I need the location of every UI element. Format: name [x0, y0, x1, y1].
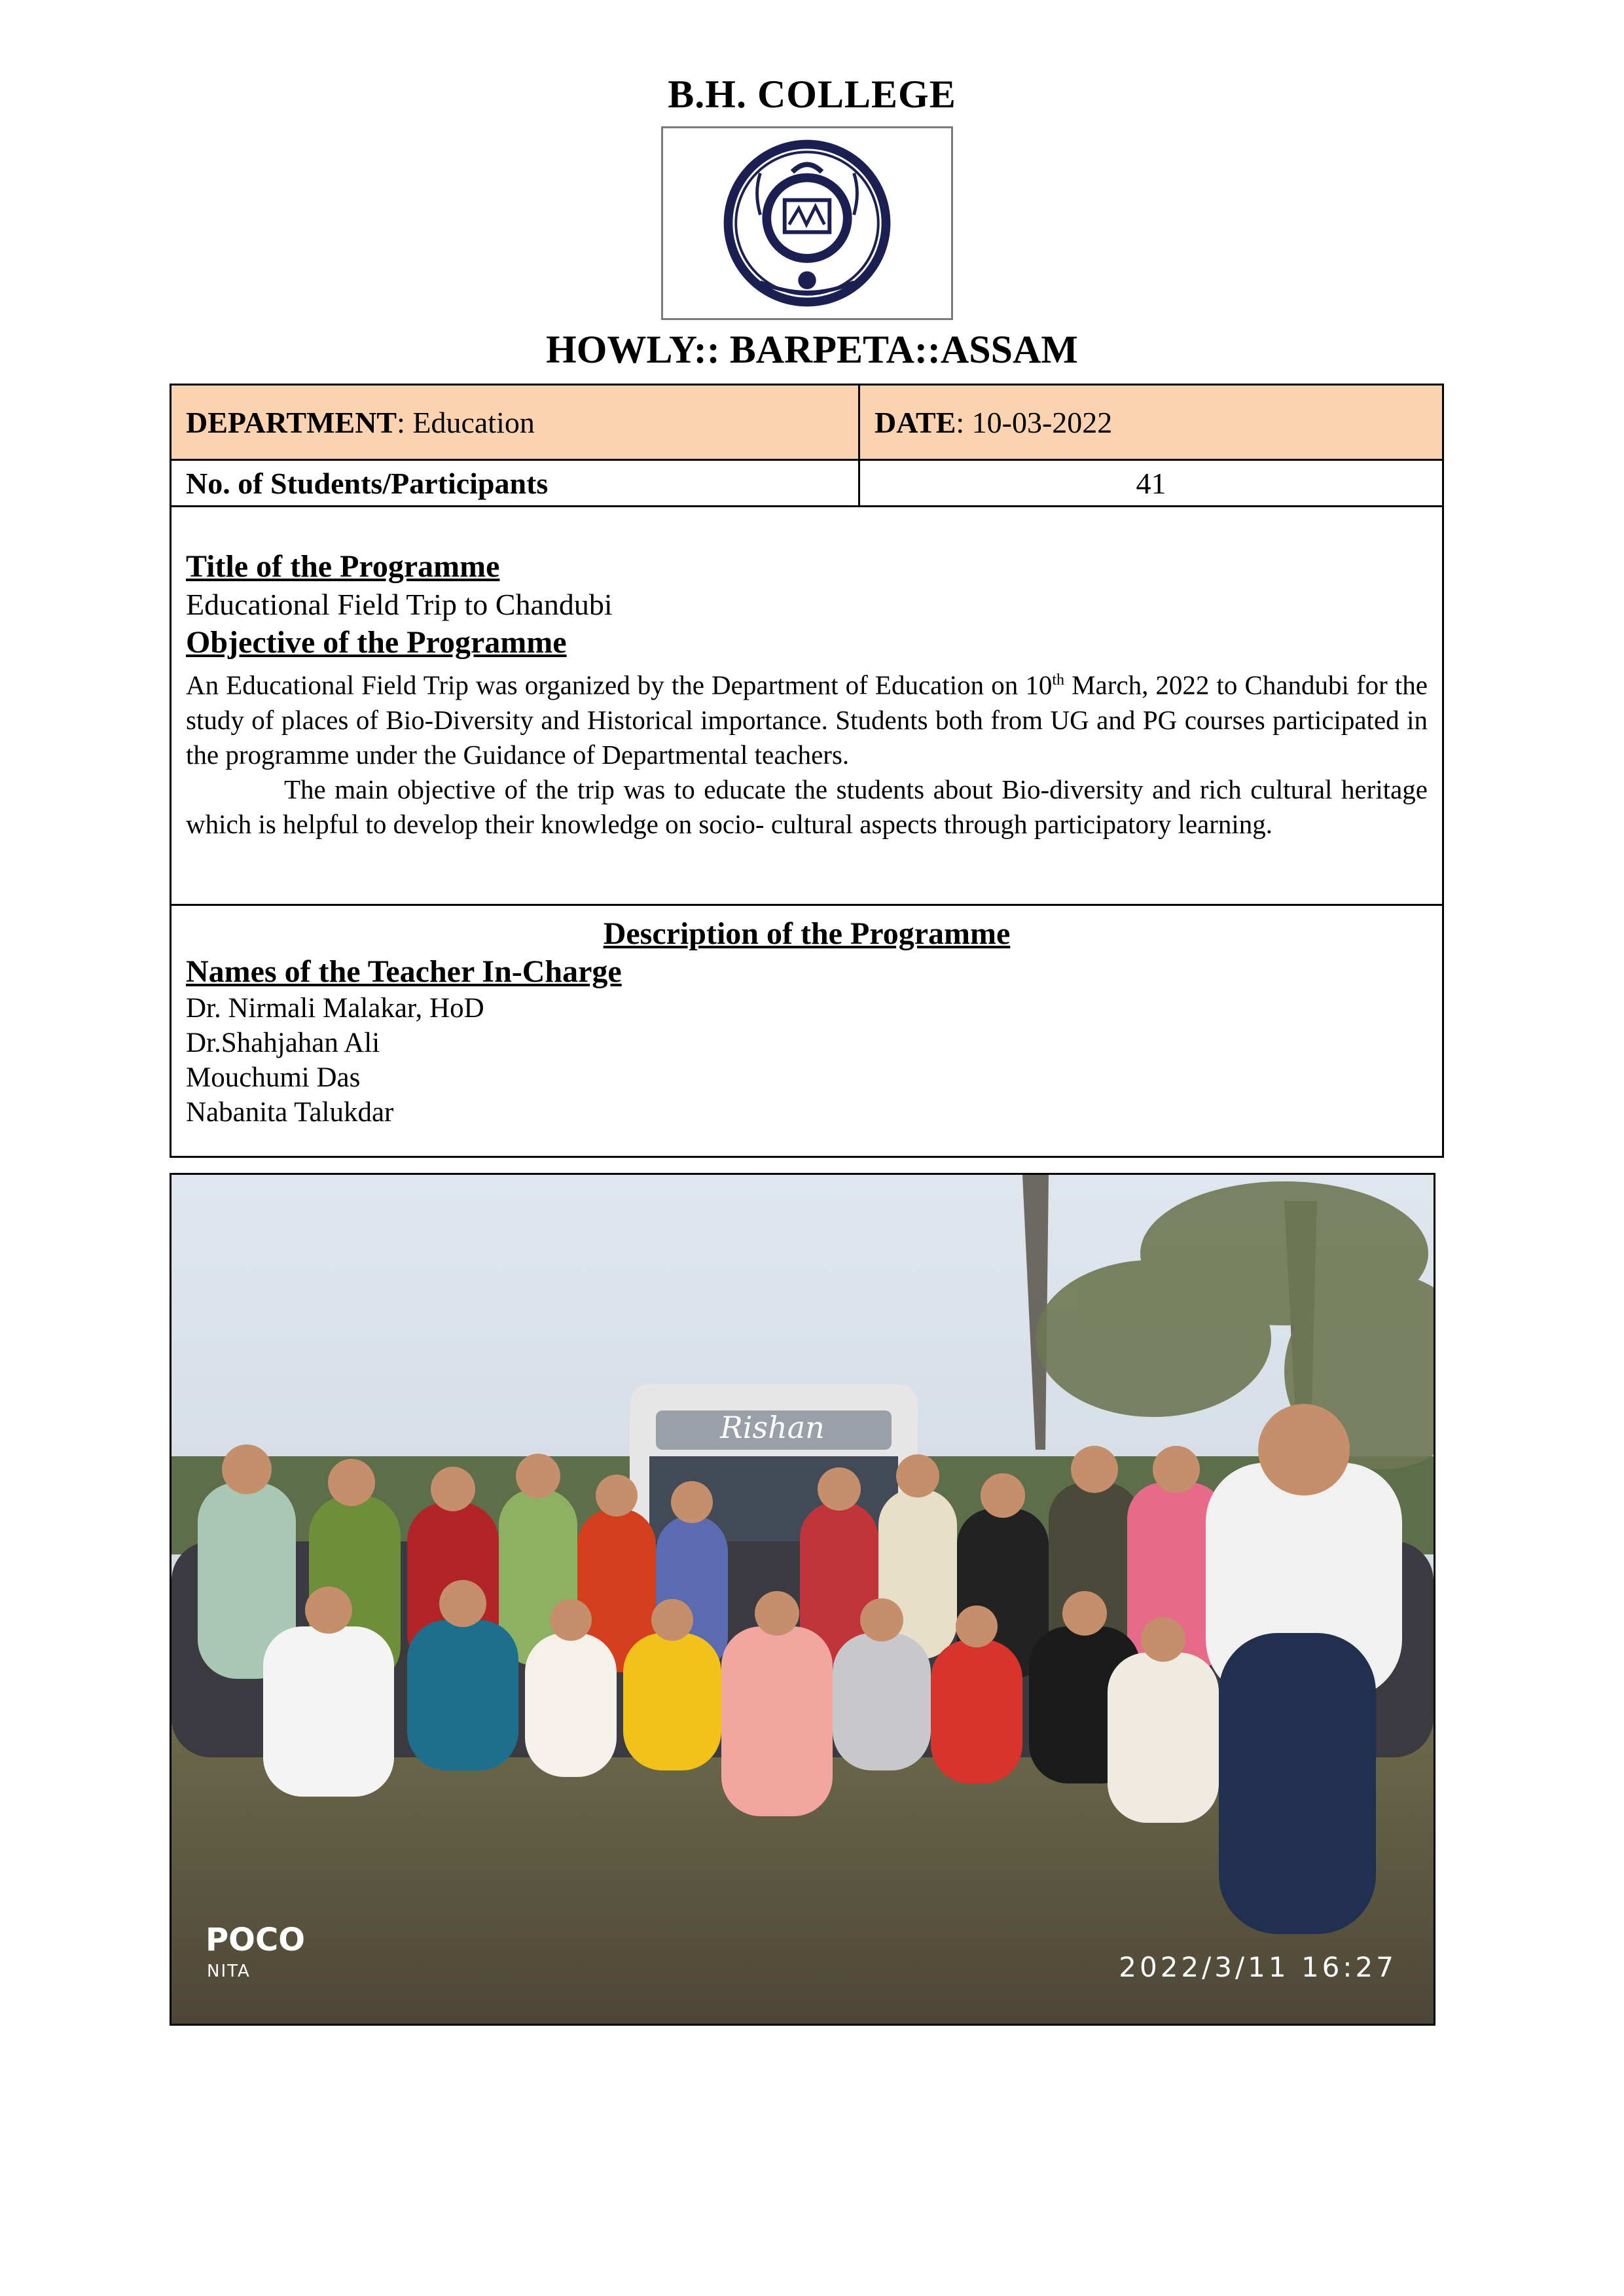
- programme-info-table: [170, 384, 1444, 507]
- participants-row: [171, 460, 1443, 507]
- objective-paragraph-1: An Educational Field Trip was organized by the Department of Education on 10th March, 2022 to Chandubi for the study of places of Bio-Diversity and Historical importance. Students both from UG and PG courses participated in the programme under the Guidance of Departmental teachers.: [186, 670, 1428, 770]
- teacher-name: Mouchumi Das: [186, 1062, 361, 1093]
- college-seal-icon: [663, 128, 951, 318]
- college-logo: [661, 126, 953, 320]
- participants-label: No. of Students/Participants: [171, 460, 859, 507]
- title-heading: Title of the Programme: [186, 549, 500, 584]
- participants-count: 41: [859, 460, 1443, 507]
- date-cell: [859, 385, 1443, 460]
- description-section: [170, 904, 1444, 1158]
- teacher-name: Dr.Shahjahan Ali: [186, 1028, 380, 1058]
- objective-heading: Objective of the Programme: [186, 625, 567, 660]
- department-value: : Education: [397, 405, 535, 439]
- info-header-row: [171, 385, 1443, 460]
- description-heading: Description of the Programme: [603, 916, 1011, 951]
- group-photo-illustration: [171, 1175, 1434, 2024]
- date-label: DATE: [875, 405, 956, 439]
- bus-name: Rishan: [720, 1410, 825, 1445]
- college-name: B.H. COLLEGE: [668, 73, 956, 116]
- photo-timestamp: 2022/3/11 16:27: [1119, 1951, 1397, 1983]
- college-location: HOWLY:: BARPETA::ASSAM: [546, 328, 1078, 371]
- photo-camera-brand: POCO: [206, 1922, 306, 1958]
- programme-section: [170, 505, 1444, 906]
- teacher-name: Dr. Nirmali Malakar, HoD: [186, 993, 484, 1024]
- group-photo: [170, 1173, 1435, 2026]
- objective-paragraph-2: The main objective of the trip was to educate the students about Bio-diversity and rich cultural heritage which is helpful to develop their knowledge on socio- cultural aspects through participatory learning.: [186, 774, 1428, 839]
- department-cell: [171, 385, 859, 460]
- date-value: : 10-03-2022: [956, 405, 1113, 439]
- teacher-name: Nabanita Talukdar: [186, 1097, 394, 1128]
- department-label: DEPARTMENT: [186, 405, 397, 439]
- teachers-heading: Names of the Teacher In-Charge: [186, 954, 622, 989]
- photo-owner-tag: NITA: [207, 1962, 251, 1981]
- programme-title: Educational Field Trip to Chandubi: [186, 588, 613, 621]
